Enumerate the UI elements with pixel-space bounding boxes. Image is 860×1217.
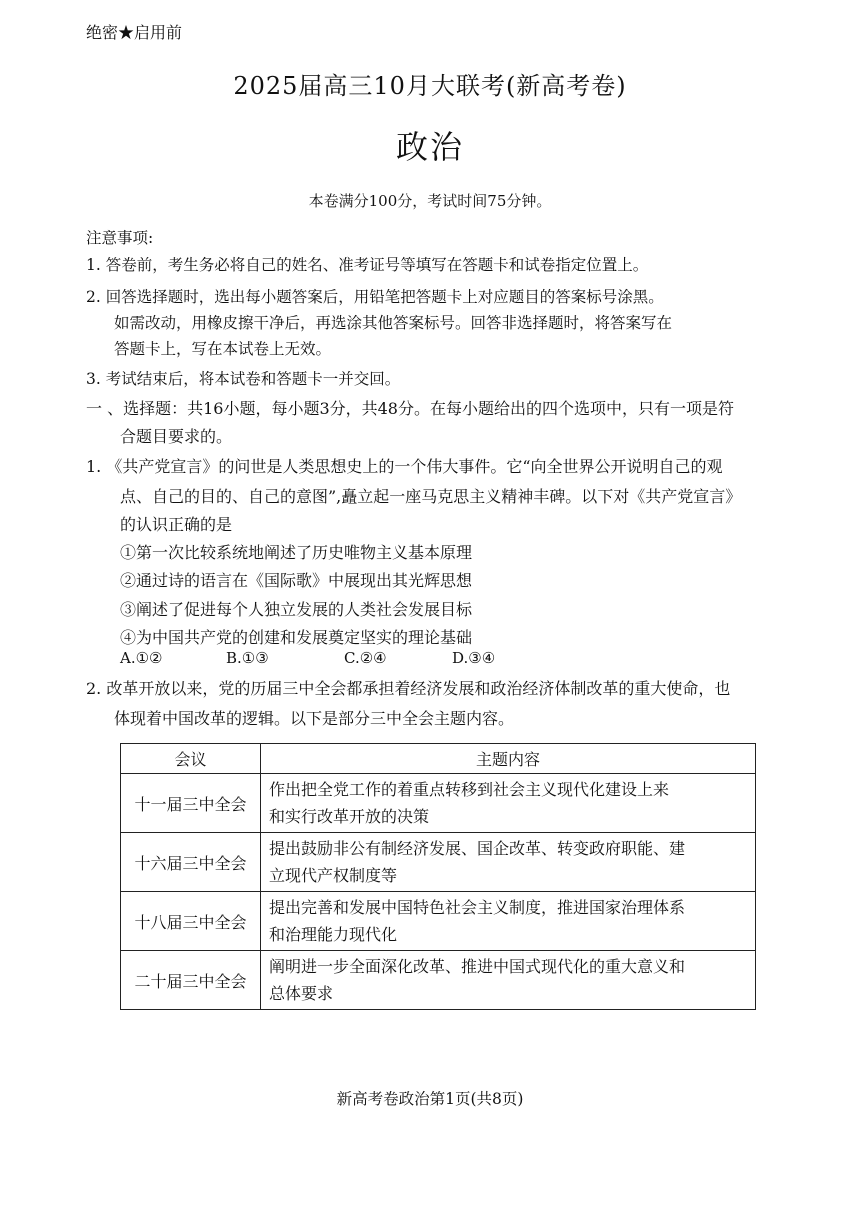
meeting-cell: 十一届三中全会	[121, 774, 261, 833]
question-1-line-1: 1. 《共产党宣言》的问世是人类思想史上的一个伟大事件。它“向全世界公开说明自己的观	[86, 457, 723, 476]
content-line: 提出鼓励非公有制经济发展、国企改革、转变政府职能、建	[269, 839, 686, 858]
table-row	[121, 774, 756, 833]
column-header-content: 主题内容	[261, 744, 756, 774]
page-footer: 新高考卷政治第1页(共8页)	[336, 1090, 524, 1108]
content-line: 阐明进一步全面深化改革、推进中国式现代化的重大意义和	[269, 957, 686, 976]
table-row	[121, 833, 756, 892]
section-1-instructions-line-1: 一 、选择题：共16小题，每小题3分，共48分。在每小题给出的四个选项中，只有一项是符	[86, 399, 734, 418]
content-line: 提出完善和发展中国特色社会主义制度，推进国家治理体系	[269, 898, 686, 917]
question-1-option-c[interactable]: C.②④	[344, 649, 387, 667]
score-time-line: 本卷满分100分，考试时间75分钟。	[308, 192, 552, 210]
question-1-statement: ③阐述了促进每个人独立发展的人类社会发展目标	[120, 600, 473, 619]
content-cell	[261, 833, 756, 892]
question-2-line-2: 体现着中国改革的逻辑。以下是部分三中全会主题内容。	[114, 709, 515, 728]
question-1-option-b[interactable]: B.①③	[226, 649, 269, 667]
note-item-2-line-2: 如需改动，用橡皮擦干净后，再选涂其他答案标号。回答非选择题时，将答案写在	[114, 314, 673, 332]
table-row	[121, 951, 756, 1010]
content-line: 立现代产权制度等	[269, 866, 398, 885]
question-1-option-a[interactable]: A.①②	[120, 649, 163, 667]
question-1-statement: ①第一次比较系统地阐述了历史唯物主义基本原理	[120, 543, 473, 562]
column-header-meeting: 会议	[121, 744, 261, 774]
question-1-option-d[interactable]: D.③④	[452, 649, 496, 667]
section-1-instructions-line-2: 合题目要求的。	[120, 427, 233, 446]
content-line: 和实行改革开放的决策	[269, 807, 430, 826]
content-line: 和治理能力现代化	[269, 925, 398, 944]
content-cell	[261, 892, 756, 951]
table-row	[121, 892, 756, 951]
question-1-line-3: 的认识正确的是	[120, 515, 233, 534]
question-1-statement: ②通过诗的语言在《国际歌》中展现出其光辉思想	[120, 571, 473, 590]
plenary-sessions-table	[120, 743, 756, 1010]
note-item-3: 3. 考试结束后，将本试卷和答题卡一并交回。	[86, 370, 401, 388]
content-line: 总体要求	[269, 984, 334, 1003]
content-cell	[261, 774, 756, 833]
note-item-2-line-3: 答题卡上，写在本试卷上无效。	[114, 340, 332, 358]
confidential-mark: 绝密★启用前	[86, 23, 183, 42]
note-item-1: 1. 答卷前，考生务必将自己的姓名、准考证号等填写在答题卡和试卷指定位置上。	[86, 256, 649, 274]
question-2-line-1: 2. 改革开放以来，党的历届三中全会都承担着经济发展和政治经济体制改革的重大使命，也	[86, 679, 731, 698]
notes-heading: 注意事项:	[86, 229, 154, 247]
subject-title: 政治	[395, 128, 464, 166]
exam-title: 2025届高三10月大联考(新高考卷)	[233, 72, 627, 100]
meeting-cell: 十六届三中全会	[121, 833, 261, 892]
question-1-statement: ④为中国共产党的创建和发展奠定坚实的理论基础	[120, 628, 473, 647]
content-line: 作出把全党工作的着重点转移到社会主义现代化建设上来	[269, 780, 670, 799]
question-1-line-2: 点、自己的目的、自己的意图”,矗立起一座马克思主义精神丰碑。以下对《共产党宣言》	[120, 487, 742, 506]
meeting-cell: 二十届三中全会	[121, 951, 261, 1010]
meeting-cell: 十八届三中全会	[121, 892, 261, 951]
note-item-2-line-1: 2. 回答选择题时，选出每小题答案后，用铅笔把答题卡上对应题目的答案标号涂黑。	[86, 288, 664, 306]
table-header-row	[121, 744, 756, 774]
content-cell	[261, 951, 756, 1010]
